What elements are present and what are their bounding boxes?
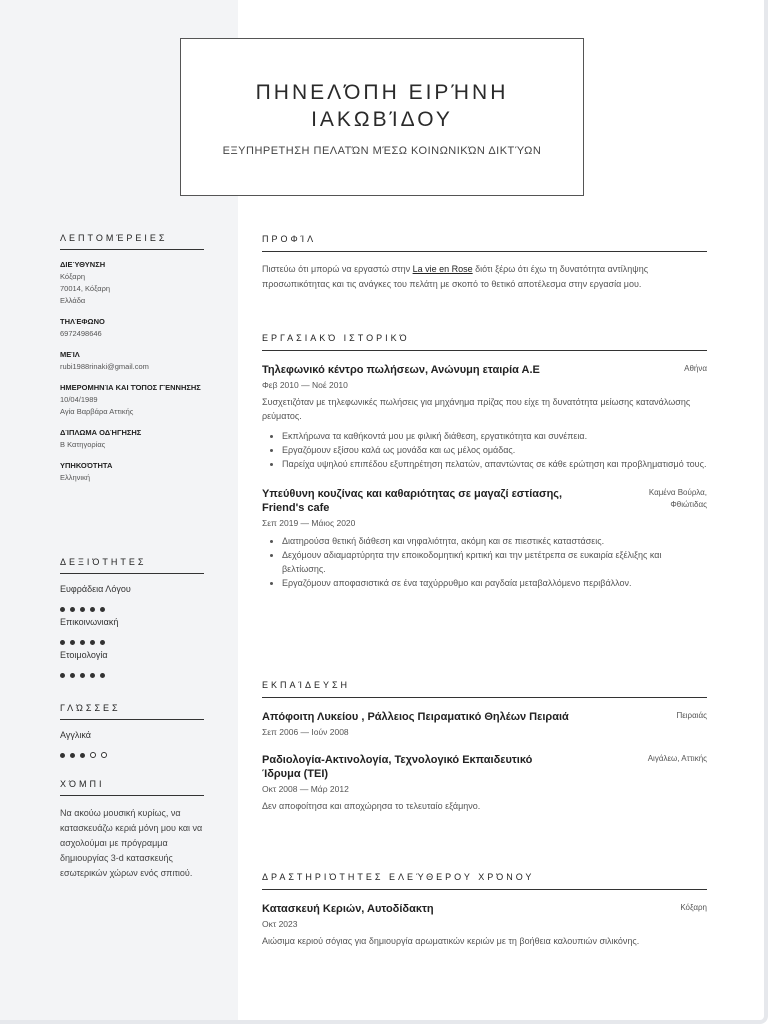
- name-header-box: [180, 38, 584, 196]
- rating-dot-filled: [90, 607, 95, 612]
- rating-dot-filled: [80, 753, 85, 758]
- hobbies-text: Να ακούω μουσική κυρίως, να κατασκευάζω κεριά μόνη μου και να ασχολούμαι με πρόγραμμα δημιουργίας 3-d κατασκευής εσωτερικών χώρων ενός σπιτιού.: [60, 808, 203, 878]
- birth-value: [60, 394, 204, 418]
- job-title: Υπεύθυνη κουζίνας και καθαριότητας σε μαγαζί εστίασης, Friend's cafe: [262, 488, 563, 514]
- details-section: [60, 233, 204, 484]
- job-location-line-2: Φθιώτιδας: [670, 500, 707, 509]
- skill-item: [60, 584, 204, 607]
- rating-dot-filled: [90, 640, 95, 645]
- license-label: ΔΊΠΛΩΜΑ ΟΔΉΓΗΣΗΣ: [60, 428, 142, 437]
- email-label: ΜΕΊΛ: [60, 350, 80, 359]
- address-line-3: Ελλάδα: [60, 296, 86, 305]
- rating-dot-filled: [60, 753, 65, 758]
- work-entry: [262, 363, 707, 471]
- profile-text-end: διότι ξέρω ότι έχω τη δυνατότητα αντίληψης προσωπικότητας και τις ανάγκες του πελάτη με σκοπό το θετικό αποτέλεσμα στην εργασία μου.: [262, 264, 649, 289]
- profile-text: [262, 262, 707, 292]
- license-value: Β Κατηγορίας: [60, 440, 106, 449]
- address-value: [60, 271, 204, 307]
- details-heading: ΛΕΠΤΟΜΈΡΕΙΕΣ: [60, 233, 204, 250]
- education-heading: ΕΚΠΑΊΔΕΥΣΗ: [262, 680, 707, 698]
- education-entry: [262, 753, 707, 813]
- skill-name: Ετοιμολογία: [60, 650, 108, 660]
- phone-value: 6972498646: [60, 329, 102, 338]
- rating-dot-filled: [70, 673, 75, 678]
- activity-entry: [262, 902, 707, 948]
- education-location: Πειραιάς: [676, 711, 707, 720]
- job-description: Συσχετιζόταν με τηλεφωνικές πωλήσεις για μηχάνημα πρίζας που είχε τη δυνατότητα μείωσης κατανάλωσης ρεύματος.: [262, 397, 691, 421]
- rating-dot-filled: [100, 673, 105, 678]
- phone-label: ΤΗΛΈΦΩΝΟ: [60, 317, 105, 326]
- job-dates: Σεπ 2019 — Μάιος 2020: [262, 518, 356, 528]
- job-location-line-1: Καμένα Βούρλα,: [648, 488, 707, 497]
- rating-dot-filled: [80, 673, 85, 678]
- languages-section: [60, 703, 204, 753]
- education-description: Δεν αποφοίτησα και αποχώρησα το τελευταίο εξάμηνο.: [262, 801, 481, 811]
- job-dates: Φεβ 2010 — Νοέ 2010: [262, 380, 348, 390]
- birth-label: ΗΜΕΡΟΜΗΝΊΑ ΚΑΙ ΤΌΠΟΣ ΓΈΝΝΗΣΗΣ: [60, 383, 201, 392]
- skill-rating: [60, 599, 204, 607]
- language-rating: [60, 745, 204, 753]
- rating-dot-filled: [60, 640, 65, 645]
- address-label: ΔΙΕΎΘΥΝΣΗ: [60, 260, 106, 269]
- email-value: rubi1988rinaki@gmail.com: [60, 362, 149, 371]
- skill-item: [60, 650, 204, 673]
- education-location: Αιγάλεω, Αττικής: [647, 754, 707, 763]
- nationality-label: ΥΠΗΚΟΌΤΗΤΑ: [60, 461, 113, 470]
- nationality-value: Ελληνική: [60, 473, 91, 482]
- job-bullet: • Διατηρούσα θετική διάθεση και νηφαλιότητα, ακόμη και σε πιεστικές καταστάσεις.: [282, 534, 707, 548]
- job-bullets: [262, 534, 707, 590]
- education-section: [262, 680, 707, 813]
- hobbies-section: [60, 779, 204, 881]
- job-location: Αθήνα: [684, 364, 707, 373]
- name-line-1: ΠΗΝΕΛΌΠΗ ΕΙΡΉΝΗ: [255, 81, 509, 104]
- job-bullet: • Εκπλήρωνα τα καθήκοντά μου με φιλική διάθεση, εργατικότητα και συνέπεια.: [282, 429, 707, 443]
- rating-dot-filled: [60, 607, 65, 612]
- rating-dot-filled: [90, 673, 95, 678]
- birth-place: Αγία Βαρβάρα Αττικής: [60, 407, 134, 416]
- skill-rating: [60, 632, 204, 640]
- birth-date: 10/04/1989: [60, 395, 98, 404]
- address-line-1: Κόξαρη: [60, 272, 86, 281]
- education-title: Ραδιολογία-Ακτινολογία, Τεχνολογικό Εκπαιδευτικό Ίδρυμα (TEI): [262, 754, 533, 780]
- skill-name: Επικοινωνιακή: [60, 617, 119, 627]
- education-entry: [262, 710, 707, 737]
- address-line-2: 70014, Κόξαρη: [60, 284, 111, 293]
- rating-dot-filled: [100, 640, 105, 645]
- profile-heading: ΠΡΟΦΊΛ: [262, 234, 707, 252]
- rating-dot-empty: [101, 752, 107, 758]
- education-dates: Σεπ 2006 — Ιούν 2008: [262, 727, 349, 737]
- profile-section: [262, 234, 707, 292]
- work-heading: ΕΡΓΑΣΙΑΚΌ ΙΣΤΟΡΙΚΌ: [262, 333, 707, 351]
- activities-heading: ΔΡΑΣΤΗΡΙΌΤΗΤΕΣ ΕΛΕΎΘΕΡΟΥ ΧΡΌΝΟΥ: [262, 872, 707, 890]
- education-dates: Οκτ 2008 — Μάρ 2012: [262, 784, 349, 794]
- skill-item: [60, 617, 204, 640]
- job-location: [649, 487, 707, 511]
- job-bullets: [262, 429, 707, 471]
- activities-section: [262, 872, 707, 948]
- skill-rating: [60, 665, 204, 673]
- rating-dot-filled: [80, 607, 85, 612]
- activity-location: Κόξαρη: [680, 903, 707, 912]
- activity-dates: Οκτ 2023: [262, 919, 298, 929]
- rating-dot-filled: [70, 640, 75, 645]
- rating-dot-filled: [100, 607, 105, 612]
- skill-name: Ευφράδεια Λόγου: [60, 584, 131, 594]
- language-name: Αγγλικά: [60, 730, 91, 740]
- profile-text-start: Πιστεύω ότι μπορώ να εργαστώ στην: [262, 264, 413, 274]
- job-bullet: • Δεχόμουν αδιαμαρτύρητα την εποικοδομητική κριτική και την μετέτρεπα σε ευκαιρία εξέλιξης και βελτίωσης.: [282, 548, 707, 576]
- rating-dot-filled: [80, 640, 85, 645]
- job-subtitle: ΕΞΥΠΗΡΕΤΗΣΗ ΠΕΛΑΤΏΝ ΜΈΣΩ ΚΟΙΝΩΝΙΚΏΝ ΔΙΚΤΎΩΝ: [222, 145, 542, 157]
- rating-dot-filled: [70, 607, 75, 612]
- skills-section: [60, 557, 204, 673]
- rating-dot-filled: [60, 673, 65, 678]
- name-line-2: ΙΑΚΩΒΊΔΟΥ: [311, 108, 453, 131]
- job-bullet: • Εργαζόμουν εξίσου καλά ως μονάδα και ως μέλος ομάδας.: [282, 443, 707, 457]
- rating-dot-filled: [70, 753, 75, 758]
- work-entry: [262, 487, 707, 590]
- work-history-section: [262, 333, 707, 590]
- company-link[interactable]: La vie en Rose: [412, 264, 473, 274]
- education-title: Απόφοιτη Λυκείου , Ράλλειος Πειραματικό Θηλέων Πειραιά: [262, 711, 569, 723]
- hobbies-heading: ΧΌΜΠΙ: [60, 779, 204, 796]
- skills-heading: ΔΕΞΙΌΤΗΤΕΣ: [60, 557, 204, 574]
- job-bullet: • Εργαζόμουν αποφασιστικά σε ένα ταχύρρυθμο και ραγδαία μεταβαλλόμενο περιβάλλον.: [282, 576, 707, 590]
- activity-description: Αιώσιμα κεριού σόγιας για δημιουργία αρωματικών κεριών με τη βοήθεια καλουπιών σιλικόνης.: [262, 936, 640, 946]
- rating-dot-empty: [90, 752, 96, 758]
- full-name: [181, 79, 583, 133]
- language-item: [60, 730, 204, 753]
- job-bullet: • Παρείχα υψηλού επιπέδου εξυπηρέτηση πελατών, απαντώντας σε κάθε ερώτηση και προβληματισμό τους.: [282, 457, 707, 471]
- job-title: Τηλεφωνικό κέντρο πωλήσεων, Ανώνυμη εταιρία Α.Ε: [262, 364, 540, 376]
- activity-title: Κατασκευή Κεριών, Αυτοδίδακτη: [262, 903, 434, 915]
- languages-heading: ΓΛΏΣΣΕΣ: [60, 703, 204, 720]
